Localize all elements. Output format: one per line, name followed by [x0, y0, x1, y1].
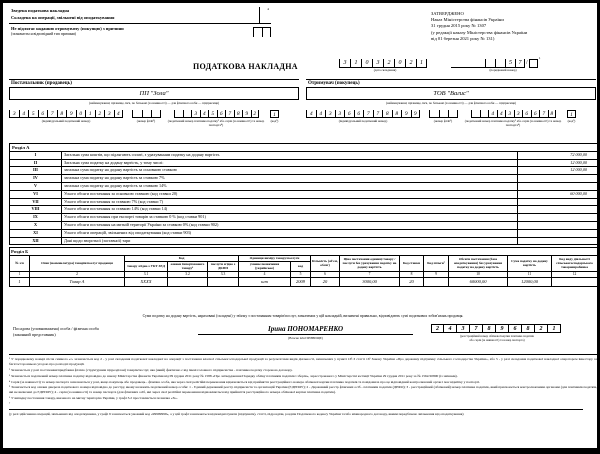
buyer-label: Отримувач (покупець): [306, 79, 596, 87]
buyer-ipn-cell: 3: [325, 110, 335, 118]
buyer-taxnum-cell: 4: [488, 110, 497, 118]
seller-ipn-cell: 2: [95, 110, 105, 118]
seller-branch-cell: [142, 110, 152, 118]
seller-branch-cell: [132, 110, 142, 118]
column-number: 4: [239, 271, 291, 277]
seller-taxnum-cell: 5: [208, 110, 217, 118]
signatory-role-line1: Посадова (уповноважена) особа / фізична особа: [13, 326, 99, 331]
date-digit-cell: 3: [339, 59, 350, 68]
row-numeral: X: [10, 221, 62, 229]
invoice-number-field: [451, 56, 555, 72]
row-value: 60 000,00: [518, 190, 598, 198]
section-a-row: [10, 237, 598, 245]
buyer-ipn-cell: 9: [411, 110, 421, 118]
approved-line: ЗАТВЕРДЖЕНО: [431, 11, 464, 16]
reg-digit-cell: 6: [509, 324, 522, 333]
goods-row-cell: [208, 278, 239, 287]
col-head-unit-code: код: [291, 261, 311, 271]
consolidated-invoice-label: Зведена податкова накладна: [11, 8, 70, 13]
seller-ipn-cell: 4: [19, 110, 29, 118]
seller-ipn-caption: (індивідуальний податковий номер): [41, 119, 91, 123]
row-value: [518, 237, 598, 245]
approved-line: Наказ Міністерства фінансів України: [431, 17, 504, 23]
section-a-row: [10, 182, 598, 190]
seller-taxnum-cell: [174, 110, 183, 118]
signatory-role-line2: (законний представник): [13, 331, 56, 337]
seller-name-caption: (найменування; прізвище, ім'я, по батькові (за наявності) — для фізичної особи — підприємця): [89, 101, 219, 105]
seller-taxnum-cell: 2: [251, 110, 260, 118]
buyer-name-box: ТОВ "Вагис": [306, 87, 596, 100]
seller-ipn-cell: 9: [66, 110, 76, 118]
buyer-code-caption: (код⁵): [567, 119, 576, 123]
goods-row-cell: 2009: [291, 278, 311, 287]
buyer-taxnum-cell: 3: [514, 110, 523, 118]
goods-row-cell: [552, 278, 598, 287]
col-head-ukt-zed: товару згідно з УКТ ЗЕД: [125, 261, 168, 271]
date-digit-cell: 2: [405, 59, 416, 68]
reg-digit-cell: 7: [470, 324, 483, 333]
col-head-import-flag: ознаки імпортованого товару⁶: [168, 261, 208, 271]
buyer-taxnum-cell: 8: [548, 110, 557, 118]
seller-ipn-cell: 8: [57, 110, 67, 118]
seller-taxnum-cell: 3: [191, 110, 200, 118]
seller-branch-caption: (номер філії²): [136, 119, 156, 123]
reg-digit-cell: 2: [535, 324, 548, 333]
footnote-7-line: [9, 409, 583, 410]
row-description: Усього обсяги постачання при експорті товарів за ставкою 0 % (код ставки 901): [62, 214, 518, 222]
col-head-unit-group: Одиниця виміру товару/послуги: [239, 255, 311, 261]
date-digit-cell: 2: [383, 59, 394, 68]
date-caption: (дата складання): [373, 68, 397, 72]
seller-ipn-cell: 5: [28, 110, 38, 118]
approved-line: від 01 березня 2021 року № 131): [431, 35, 495, 41]
number-slash: /: [526, 60, 528, 66]
section-a-row: [10, 229, 598, 237]
not-issued-note: (зазначається відповідний тип причини): [11, 32, 76, 37]
date-digit-cell: 1: [416, 59, 427, 68]
goods-row-cell: [168, 278, 208, 287]
goods-row-cell: 20: [400, 278, 424, 287]
section-a-row: [10, 198, 598, 206]
seller-taxnum-cell: 9: [242, 110, 251, 118]
buyer-branch-cell: [439, 110, 449, 118]
buyer-ipn-cell: 7: [363, 110, 373, 118]
row-numeral: II: [10, 159, 62, 167]
section-a-row: [10, 214, 598, 222]
goods-row-cell: [424, 278, 449, 287]
column-number: 10: [449, 271, 508, 277]
signatory-name-caption: (Власне ім'я ПРІЗВИЩЕ): [288, 336, 323, 340]
row-description: Загальна сума податку на додану вартість, у тому числі:: [62, 159, 518, 167]
row-value: [518, 206, 598, 214]
reg-digit-cell: 8: [483, 324, 496, 333]
col-head-description: Опис (номенклатура) товарів/послуг продавця: [30, 255, 125, 271]
goods-row-cell: 12000,00: [508, 278, 552, 287]
number-caption: (порядковий номер): [489, 68, 517, 72]
buyer-branch-cell: [448, 110, 458, 118]
number-digit-cell: 5: [505, 59, 515, 68]
buyer-ipn-cell: 4: [306, 110, 316, 118]
not-issued-label: Не підлягає наданню отримувачу (покупцю) з причини: [11, 25, 124, 31]
seller-ipn-cell: 6: [38, 110, 48, 118]
row-value: [518, 229, 598, 237]
seller-code-cell: 1: [270, 110, 279, 118]
seller-label: Постачальник (продавець): [9, 79, 299, 87]
exempt-operations-label: Складена на операції, звільнені від оподаткування: [11, 14, 115, 20]
section-a-row: [10, 151, 598, 159]
goods-row-cell: 3000,00: [340, 278, 400, 287]
goods-row-cell: шт: [239, 278, 291, 287]
row-value: [518, 182, 598, 190]
seller-taxnum-cell: 4: [200, 110, 209, 118]
row-numeral: IX: [10, 214, 62, 222]
col-head-dkpp: послуги згідно з ДКПП: [208, 261, 239, 271]
row-value: [518, 221, 598, 229]
footnote: ² Зазначається у разі постачання/придбання філією (структурним підрозділом) товарів/послуг, яка (який) фактично є від імені головного підприємства - платника податку стороною договору.: [9, 367, 293, 372]
buyer-branch-cell: [429, 110, 439, 118]
seller-branch-cell: [151, 110, 161, 118]
buyer-ipn-cell: 7: [373, 110, 383, 118]
row-numeral: VI: [10, 190, 62, 198]
footnote: ¹ У порядковому номері після символа «/» зазначається код 2 - у разі складення податкової накладної на операції з постачання власної сільськогосподарської продукції за результатами видів діяльності, визначених у пункті 16¹.3 статті 16¹ Закону України «Про державну підтримку сільського господарства України», або 5 - у разі складання податкової накладної оператором інвестору за багатосторонньою угодою про розподіл продукції.: [9, 357, 597, 366]
col-head-volume: Обсяги постачання (база оподаткування) без урахування податку на додану вартість: [449, 255, 508, 271]
footnote: ⁴ Серія (за наявності) та номер паспорта зазначаються у разі, якщо покупець або продавець - фізична особа, яка через свої релігійні переконання відмовляється від прийняття реєстраційного номера облікової картки платника податків та повідомила про це відповідний контролюючий орган і має відмітку у паспорті.: [9, 379, 480, 384]
row-value: [518, 175, 598, 183]
column-number: 9: [424, 271, 449, 277]
seller-ipn-cell: 7: [47, 110, 57, 118]
reg-digit-cell: 1: [548, 324, 561, 333]
row-numeral: IV: [10, 175, 62, 183]
column-number: 1: [10, 271, 30, 277]
seller-ipn-cell: 3: [9, 110, 19, 118]
signature-area: [198, 325, 413, 340]
seller-ipn-cell: 0: [76, 110, 86, 118]
col-head-benefit-code: Код пільги⁷: [424, 255, 449, 271]
number-code-box: [529, 56, 541, 68]
seller-taxnum-caption: (податковий номер платника податку³ або серія (за наявності) та номер паспорта⁴): [167, 119, 265, 127]
row-description: Усього обсяги постачання за ставкою 7% (код ставки 7): [62, 198, 518, 206]
column-number: 6: [311, 271, 340, 277]
consolidated-code-box: [259, 7, 271, 23]
footnote-1-marker: 1: [538, 56, 541, 60]
col-head-vat-sum: Сума податку на додану вартість: [508, 255, 552, 271]
col-head-unit-name: умовне позначення (українське): [239, 261, 291, 271]
number-digit-cell: [485, 59, 495, 68]
section-a-title: Розділ А: [10, 144, 598, 152]
reg-digit-cell: 2: [431, 324, 444, 333]
row-numeral: XII: [10, 237, 62, 245]
row-numeral: I: [10, 151, 62, 159]
buyer-taxnum-cell: 4: [497, 110, 506, 118]
section-b-title: Розділ Б: [10, 248, 598, 256]
date-digit-cell: 3: [372, 59, 383, 68]
date-digit-cell: 1: [350, 59, 361, 68]
seller-taxnum-cell: 7: [225, 110, 234, 118]
row-description: Дані щодо зворотної (заставної) тари: [62, 237, 518, 245]
col-head-activity-code: Код виду діяльності сільськогосподарського товаровиробника: [552, 255, 598, 271]
date-field: [339, 59, 431, 72]
reg-digit-cell: 9: [496, 324, 509, 333]
section-a-table: [9, 143, 598, 245]
buyer-ipn-cell: 6: [344, 110, 354, 118]
reg-digit-cell: 4: [444, 324, 457, 333]
number-digit-cell: 7: [515, 59, 525, 68]
buyer-ipn-caption: (індивідуальний податковий номер): [338, 119, 388, 123]
buyer-name-caption: (найменування; прізвище, ім'я, по батькові (за наявності) — для фізичної особи — підприємця): [386, 101, 516, 105]
section-a-row: [10, 159, 598, 167]
goods-row-cell: Товар А: [30, 278, 125, 287]
seller-ipn-cell: 4: [114, 110, 124, 118]
column-number: 3.1: [125, 271, 168, 277]
row-description: Усього обсяги постачання за ставкою 14% (код ставки 14): [62, 206, 518, 214]
seller-taxnum-cell: [183, 110, 192, 118]
column-number: 7: [340, 271, 400, 277]
section-a-row: [10, 206, 598, 214]
row-description: Усього обсяги постачання за основною ставкою (код ставки 20): [62, 190, 518, 198]
buyer-ipn-cell: 4: [316, 110, 326, 118]
column-number: 3.2: [168, 271, 208, 277]
seller-block: [9, 79, 299, 127]
row-value: 12 000,00: [518, 159, 598, 167]
buyer-ipn-cell: 8: [382, 110, 392, 118]
col-head-rate-code: Код ставки: [400, 255, 424, 271]
goods-row-cell: 20: [311, 278, 340, 287]
goods-row-cell: 60000,00: [449, 278, 508, 287]
col-head-price: Ціна постачання одиниці товару / послуги без урахування податку на додану вартість: [340, 255, 400, 271]
buyer-taxnum-cell: 7: [539, 110, 548, 118]
seller-taxnum-cell: 8: [234, 110, 243, 118]
seller-taxnum-cell: 6: [217, 110, 226, 118]
seller-ipn-cell: 1: [85, 110, 95, 118]
reg-digit-cell: 8: [522, 324, 535, 333]
row-description: загальна сума податку на додану вартість за ставкою 14%: [62, 182, 518, 190]
goods-row-cell: 1: [10, 278, 30, 287]
buyer-taxnum-cell: [471, 110, 480, 118]
section-a-row: [10, 190, 598, 198]
section-a-row: [10, 175, 598, 183]
signatory-name: Ірина ПОНОМАРЕНКО: [198, 325, 413, 335]
col-head-code-group: Код: [125, 255, 239, 261]
row-value: [518, 214, 598, 222]
section-b-table: [9, 247, 598, 287]
row-value: [518, 198, 598, 206]
buyer-taxnum-cell: 6: [531, 110, 540, 118]
row-description: Усього обсяги операцій, звільнених від оподаткування (код ставки 903): [62, 229, 518, 237]
date-digit-cell: 0: [361, 59, 372, 68]
footnote-7-note: (у разі здійснення операцій, звільнених від оподаткування, у графі 9 зазначається умовний код «99999999», а у цій графі зазначаються відповідні пункти (підпункти), статті, підрозділи, розділи Податкового кодексу України та/або міжнародного договору, якими передбачено звільнення від оподаткування): [9, 412, 464, 417]
footnote-4-marker: 4: [267, 7, 269, 11]
row-numeral: VII: [10, 198, 62, 206]
seller-name-box: ПП "Зола": [9, 87, 299, 100]
column-number: 8: [400, 271, 424, 277]
footnote: ³ Зазначається податковий номер платника податку відповідно до наказу Міністерства фінансів України від 09 грудня 2011 року № 1588 «Про затвердження Порядку обліку платників податків і зборів», зареєстрованого у Міністерстві юстиції України 29 грудня 2011 року за № 1562/20800 (із змінами).: [9, 373, 458, 378]
header-flags: [9, 7, 271, 39]
row-description: Загальна сума коштів, що підлягають сплаті, з урахуванням податку на додану вартість: [62, 151, 518, 159]
number-digit-cell: [495, 59, 505, 68]
seller-ipn-cell: 3: [104, 110, 114, 118]
approved-line: 31 грудня 2015 року № 1307: [431, 23, 487, 29]
reg-digit-cell: 3: [457, 324, 470, 333]
approved-line: (у редакції наказу Міністерства фінансів України: [431, 29, 528, 35]
buyer-ipn-cell: 9: [401, 110, 411, 118]
buyer-ipn-cell: 3: [335, 110, 345, 118]
row-numeral: XI: [10, 229, 62, 237]
buyer-ipn-cell: 8: [392, 110, 402, 118]
col-head-quantity: Кількість (об'єм, обсяг): [311, 255, 340, 271]
column-number: 12: [552, 271, 598, 277]
footnotes: [9, 354, 597, 418]
goods-row-cell: ХХХХ: [125, 278, 168, 287]
signatory-reg-number: [431, 324, 561, 333]
row-numeral: V: [10, 182, 62, 190]
footnote-7-marker: ⁷: [9, 402, 11, 407]
column-number: 2: [30, 271, 125, 277]
row-description: загальна сума податку на додану вартість за ставкою 7%: [62, 175, 518, 183]
section-a-row: [10, 167, 598, 175]
footnote: ⁵ Зазначається код ознаки джерела податкового номера відповідно до реєстру, якому належить податковий номер особи: 1 - Єдиний державний реєстр підприємств та організацій України (ЄДРПОУ); 2 - Державний реєстр фізичних осіб - платників податків (ДРФО); 3 - реєстраційний (обліковий) номер платника податків, який присвоюється контролюючими органами (для платників податків, які не включені до ЄДРПОУ); 4 - серія (за наявності) та номер паспорта (для фізичних осіб, які через свої релігійні переконання відмовляються від прийняття реєстраційного номера облікової картки платника податків).: [9, 385, 597, 395]
row-value: 12 000,00: [518, 167, 598, 175]
declaration-line: Суми податку на додану вартість, нараховані (складені) у зв'язку з постачанням товарів/послуг, зазначених у цій накладній, визначені правильно, відповідають сумі податкових зобов'язань продавця.: [142, 314, 464, 318]
buyer-ipn-cell: 6: [354, 110, 364, 118]
row-description: загальна сума податку на додану вартість за основною ставкою: [62, 167, 518, 175]
buyer-branch-caption: (номер філії²): [433, 119, 453, 123]
buyer-taxnum-caption: (податковий номер платника податку³ або серія (за наявності) та номер паспорта⁴): [464, 119, 562, 127]
approved-stamp: [431, 11, 597, 42]
buyer-taxnum-cell: 6: [522, 110, 531, 118]
buyer-code-cell: 1: [567, 110, 576, 118]
col-head-number: № з/п: [10, 255, 30, 271]
reason-type-box: [253, 27, 271, 37]
form-title: ПОДАТКОВА НАКЛАДНА: [193, 62, 298, 71]
seller-code-caption: (код⁵): [270, 119, 279, 123]
row-description: Усього обсяги постачання на митній території України за ставкою 0% (код ставки 902): [62, 221, 518, 229]
footnote: ⁶ У випадку постачання товару, ввезеного на митну територію України, у графі 3.2 проставляється позначка «Х».: [9, 396, 178, 401]
number-blank-line: [451, 59, 485, 68]
buyer-taxnum-cell: 3: [505, 110, 514, 118]
row-numeral: VIII: [10, 206, 62, 214]
column-number: 3.3: [208, 271, 239, 277]
column-number: 5: [291, 271, 311, 277]
date-digit-cell: 0: [394, 59, 405, 68]
reg-number-caption: (реєстраційний номер облікової картки платника податків або серія (за наявності) та номер паспорта): [460, 334, 534, 342]
column-number: 11: [508, 271, 552, 277]
signatory-role: [13, 326, 168, 337]
section-a-row: [10, 221, 598, 229]
buyer-block: [306, 79, 596, 127]
row-numeral: III: [10, 167, 62, 175]
buyer-taxnum-cell: [480, 110, 489, 118]
row-value: 72 000,00: [518, 151, 598, 159]
